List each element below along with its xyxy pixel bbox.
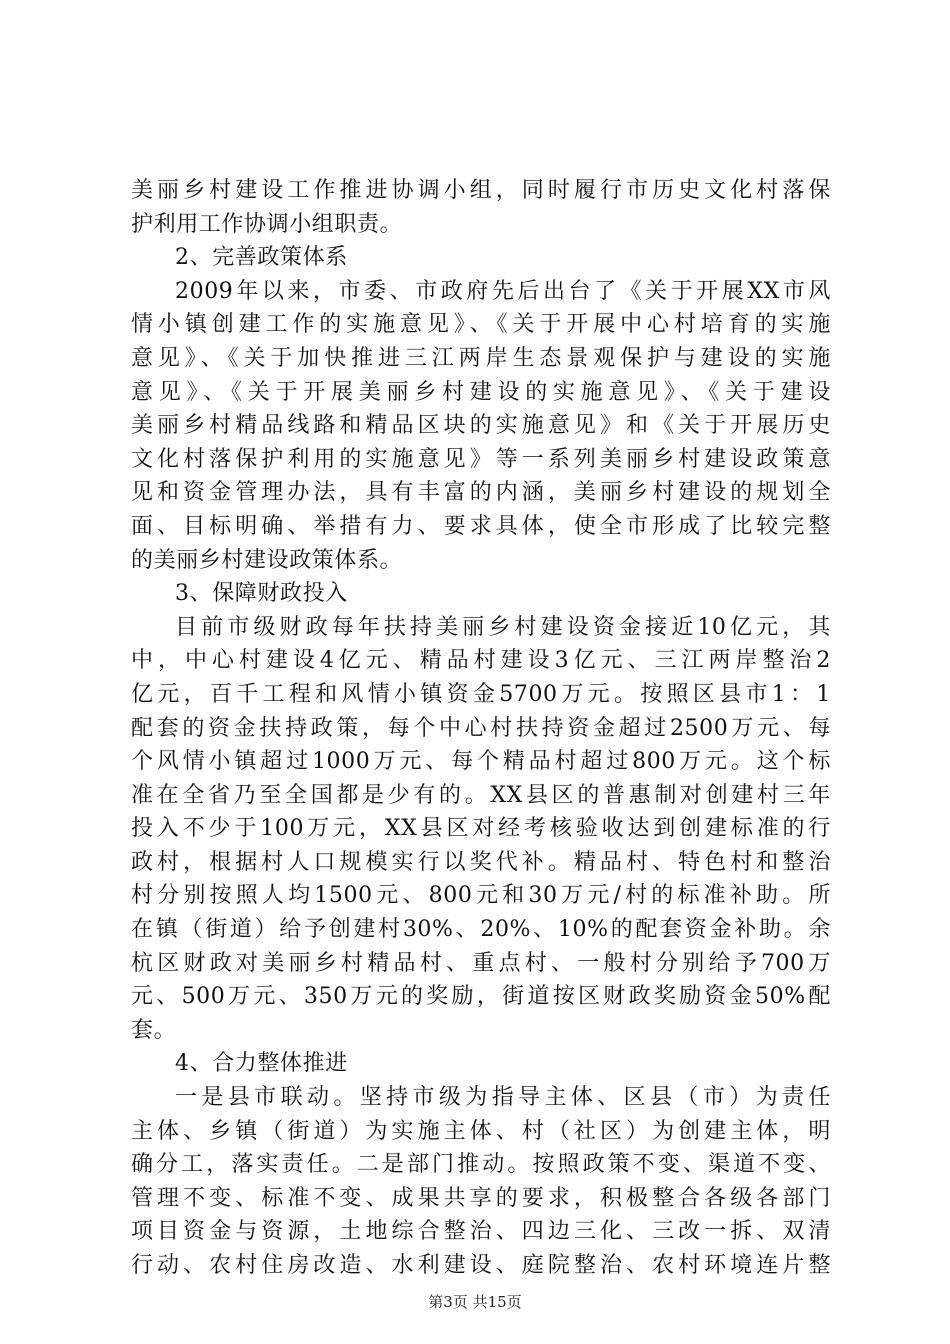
text-line: 护利用工作协调小组职责。 (131, 211, 403, 237)
text-line: 一是县市联动。坚持市级为指导主体、区县（市）为责任 (175, 1085, 831, 1111)
text-line: 见和资金管理办法，具有丰富的内涵，美丽乡村建设的规划全 (131, 480, 831, 506)
text-line: 行动、农村住房改造、水利建设、庭院整治、农村环境连片整 (131, 1253, 831, 1278)
text-line: 项目资金与资源，土地综合整治、四边三化、三改一拆、双清 (131, 1219, 831, 1245)
text-line: 意见》、《关于开展美丽乡村建设的实施意见》、《关于建设 (131, 379, 831, 405)
text-line: 配套的资金扶持政策，每个中心村扶持资金超过2500万元、每 (131, 715, 831, 741)
text-line: 在镇（街道）给予创建村30%、20%、10%的配套资金补助。余 (131, 917, 831, 943)
text-line: 投入不少于100万元，XX县区对经考核验收达到创建标准的行 (131, 816, 831, 842)
text-line: 的美丽乡村建设政策体系。 (131, 547, 403, 573)
text-line: 目前市级财政每年扶持美丽乡村建设资金接近10亿元，其 (175, 614, 831, 640)
text-line: 确分工，落实责任。二是部门推动。按照政策不变、渠道不变、 (131, 1152, 831, 1178)
text-line: 杭区财政对美丽乡村精品村、重点村、一般村分别给予700万 (131, 950, 831, 976)
text-line: 准在全省乃至全国都是少有的。XX县区的普惠制对创建村三年 (131, 782, 831, 808)
text-line: 套。 (131, 1017, 177, 1043)
section-heading: 4、合力整体推进 (175, 1051, 348, 1077)
text-line: 情小镇创建工作的实施意见》、《关于开展中心村培育的实施 (131, 312, 831, 338)
text-line: 意见》、《关于加快推进三江两岸生态景观保护与建设的实施 (131, 345, 831, 371)
text-line: 面、目标明确、举措有力、要求具体，使全市形成了比较完整 (131, 513, 831, 539)
text-line: 管理不变、标准不变、成果共享的要求，积极整合各级各部门 (131, 1185, 831, 1211)
text-line: 主体、乡镇（街道）为实施主体、村（社区）为创建主体，明 (131, 1118, 831, 1144)
section-heading: 3、保障财政投入 (175, 581, 348, 607)
body-text (131, 174, 831, 1283)
section-heading: 2、完善政策体系 (175, 245, 348, 271)
text-line: 村分别按照人均1500元、800元和30万元/村的标准补助。所 (131, 883, 831, 909)
text-line: 文化村落保护利用的实施意见》等一系列美丽乡村建设政策意 (131, 446, 831, 472)
text-line: 2009年以来，市委、市政府先后出台了《关于开展XX市风 (175, 278, 831, 304)
text-line: 美丽乡村精品线路和精品区块的实施意见》和《关于开展历史 (131, 413, 831, 439)
text-line: 个风情小镇超过1000万元、每个精品村超过800万元。这个标 (131, 749, 831, 775)
page-footer: 第3页 共15页 (428, 1293, 522, 1311)
text-line: 亿元，百千工程和风情小镇资金5700万元。按照区县市1：1 (131, 681, 831, 707)
text-line: 政村，根据村人口规模实行以奖代补。精品村、特色村和整治 (131, 849, 831, 875)
text-line: 元、500万元、350万元的奖励，街道按区财政奖励资金50%配 (131, 984, 831, 1010)
text-line: 美丽乡村建设工作推进协调小组，同时履行市历史文化村落保 (131, 178, 831, 203)
text-line: 中，中心村建设4亿元、精品村建设3亿元、三江两岸整治2 (131, 648, 831, 674)
